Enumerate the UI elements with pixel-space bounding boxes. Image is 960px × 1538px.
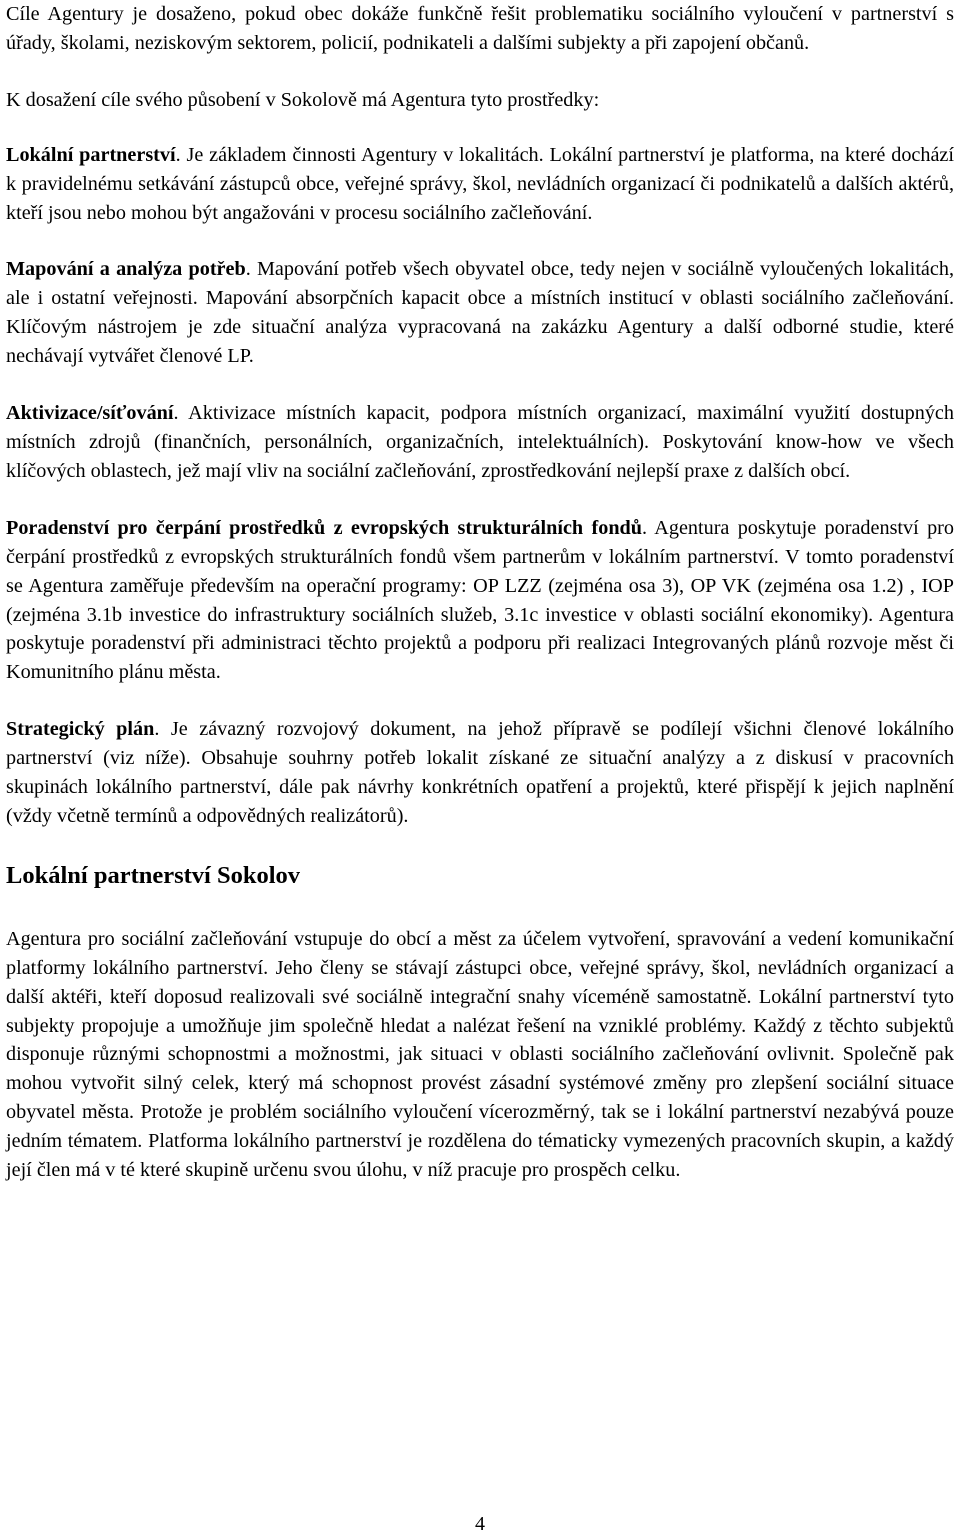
tool-heading: Lokální partnerství bbox=[6, 143, 176, 166]
tool-paragraph-strategic-plan bbox=[6, 715, 954, 831]
tool-heading: Strategický plán bbox=[6, 718, 155, 741]
intro-goal-paragraph: Cíle Agentury je dosaženo, pokud obec dokáže funkčně řešit problematiku sociálního vyloučení v partnerství s úřady, školami, neziskovým sektorem, policií, podnikateli a dalšími subjekty a při zapojení občanů. bbox=[6, 3, 954, 54]
section-heading: Lokální partnerství Sokolov bbox=[6, 861, 301, 889]
tool-paragraph-mapping bbox=[6, 255, 954, 371]
tool-paragraph-local-partnership bbox=[6, 141, 954, 228]
tool-text: . Agentura poskytuje poradenství pro čerpání prostředků z evropských strukturálních fondů všem partnerům v lokálním partnerství. V tomto poradenství se Agentura zaměřuje především na operační programy: OP LZZ (zejména osa 3), OP VK (zejména osa 1.2) , IOP (zejména 3.1b investice do infrastruktury sociálních služeb, 3.1c investice v oblasti sociální ekonomiky). Agentura poskytuje poradenství při administraci těchto projektů a podporu při realizaci Integrovaných plánů rozvoje měst či Komunitního plánu města. bbox=[6, 516, 954, 684]
tool-paragraph-activation bbox=[6, 399, 954, 486]
tool-text: . Je závazný rozvojový dokument, na jehož přípravě se podílejí všichni členové lokálního partnerství (viz níže). Obsahuje souhrny potřeb lokalit získané ze situační analýzy a z diskusí v pracovních skupinách lokálního partnerství, dále pak návrhy konkrétních opatření a projektů, které přispějí k jejich naplnění (vždy včetně termínů a odpovědných realizátorů). bbox=[6, 718, 954, 827]
section-paragraph: Agentura pro sociální začleňování vstupuje do obcí a měst za účelem vytvoření, spravování a vedení komunikační platformy lokálního partnerství. Jeho členy se stávají zástupci obce, veřejné správy, škol, nevládních organizací a další aktéři, kteří doposud realizovali své sociálně integrační snahy víceméně samostatně. Lokální partnerství tyto subjekty propojuje a umožňuje jim společně hledat a nalézat řešení na vzniklé problémy. Každý z těchto subjektů disponuje různými schopnostmi a možnostmi, jak situaci v oblasti sociálního začleňování ovlivnit. Společně pak mohou vytvořit silný celek, který má schopnost provést zásadní systémové změny pro zlepšení sociální situace obyvatel města. Protože je problém sociálního vyloučení vícerozměrný, tak se i lokální partnerství nezabývá pouze jedním tématem. Platforma lokálního partnerství je rozdělena do tématicky vymezených pracovních skupin, a každý její člen má v té které skupině určenu svou úlohu, v níž pracuje pro prospěch celku. bbox=[6, 927, 954, 1182]
tool-heading: Aktivizace/síťování bbox=[6, 402, 174, 425]
tool-heading: Mapování a analýza potřeb bbox=[6, 258, 246, 281]
tool-paragraph-eu-funds-consulting bbox=[6, 514, 954, 687]
tool-heading: Poradenství pro čerpání prostředků z evropských strukturálních fondů bbox=[6, 516, 642, 539]
intro-means-paragraph: K dosažení cíle svého působení v Sokolově má Agentura tyto prostředky: bbox=[6, 88, 600, 111]
page-number: 4 bbox=[475, 1513, 485, 1535]
tool-text: . Je základem činnosti Agentury v lokalitách. Lokální partnerství je platforma, na které dochází k pravidelnému setkávání zástupců obce, veřejné správy, škol, nevládních organizací či podnikatelů a dalších aktérů, kteří jsou nebo mohou být angažováni v procesu sociálního začleňování. bbox=[6, 143, 954, 224]
tool-text: . Aktivizace místních kapacit, podpora místních organizací, maximální využití dostupných místních zdrojů (finančních, personálních, organizačních, intelektuálních). Poskytování know-how ve všech klíčových oblastech, jež mají vliv na sociální začleňování, zprostředkování nejlepší praxe z dalších obcí. bbox=[6, 402, 954, 482]
tool-text: . Mapování potřeb všech obyvatel obce, tedy nejen v sociálně vyloučených lokalitách, ale i ostatní veřejnosti. Mapování absorpčních kapacit obce a místních institucí v oblasti sociálního začleňování. Klíčovým nástrojem je zde situační analýza vypracovaná na zakázku Agentury a další odborné studie, které nechávají vytvářet členové LP. bbox=[6, 258, 954, 368]
document-page bbox=[6, 0, 954, 1185]
